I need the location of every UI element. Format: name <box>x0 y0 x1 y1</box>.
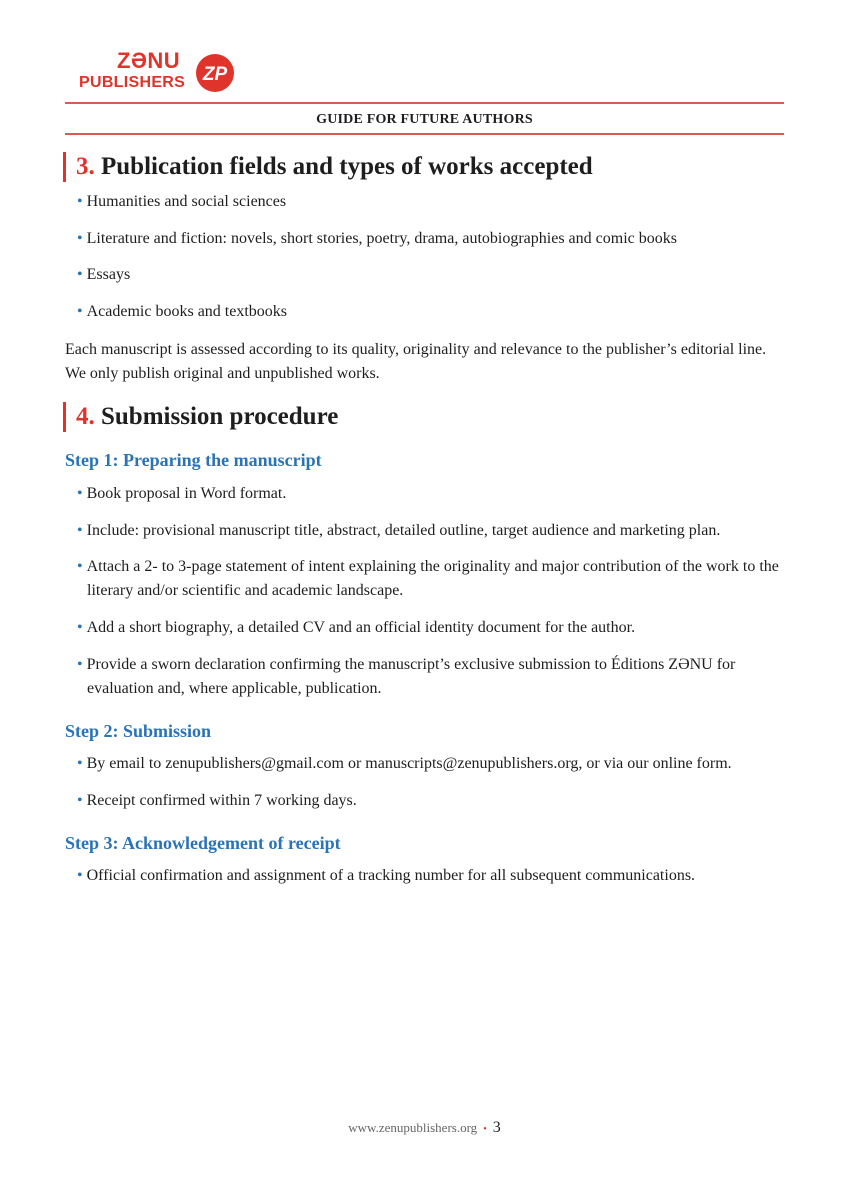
bullet-icon: • <box>77 230 83 247</box>
page-footer <box>0 1119 849 1139</box>
logo-name-line2: PUBLISHERS <box>79 74 186 91</box>
logo-mark-letters: ZP <box>202 64 228 85</box>
bullet-icon: • <box>77 867 83 884</box>
list-item <box>71 190 783 214</box>
list-item <box>71 752 783 776</box>
list-item <box>71 519 783 543</box>
bullet-icon: • <box>77 485 83 502</box>
list-item <box>71 653 783 701</box>
logo-mark-icon <box>195 53 235 93</box>
logo-name-line1: ZƏNU <box>117 48 181 73</box>
list-item <box>71 300 783 324</box>
list-item <box>71 616 783 640</box>
list-item <box>71 555 783 603</box>
list-item-text: Official confirmation and assignment of a tracking number for all subsequent communications. <box>86 867 696 884</box>
list-item-text: Add a short biography, a detailed CV and an official identity document for the author. <box>86 619 636 636</box>
bullet-icon: • <box>77 792 83 809</box>
list-item <box>71 227 783 251</box>
section-3-number: 3. <box>76 153 95 180</box>
section-3-paragraph: Each manuscript is assessed according to its quality, originality and relevance to the publisher’s editorial line. We only publish original and unpublished works. <box>65 341 767 382</box>
section-4-title: Submission procedure <box>101 403 339 430</box>
list-item-text: Receipt confirmed within 7 working days. <box>86 792 357 809</box>
section-4-number: 4. <box>76 403 95 430</box>
step-1-heading: Step 1: Preparing the manuscript <box>65 450 322 470</box>
page-number: 3 <box>492 1119 501 1136</box>
footer-website: www.zenupublishers.org <box>348 1120 478 1135</box>
list-item <box>71 263 783 287</box>
list-item-text: Humanities and social sciences <box>86 193 287 210</box>
section-4-heading <box>63 402 338 432</box>
bullet-icon: • <box>77 656 83 673</box>
list-item <box>71 789 783 813</box>
list-item <box>71 864 783 888</box>
list-item-text: Essays <box>86 266 131 283</box>
bullet-icon: • <box>77 755 83 772</box>
bullet-icon: • <box>77 619 83 636</box>
list-item-text: Academic books and textbooks <box>86 303 288 320</box>
bullet-icon: • <box>77 266 83 283</box>
section-3-heading <box>63 152 593 182</box>
step-2-heading: Step 2: Submission <box>65 721 212 741</box>
list-item-text: By email to zenupublishers@gmail.com or manuscripts@zenupublishers.org, or via our online form. <box>86 755 732 772</box>
bullet-icon: • <box>77 558 83 575</box>
section-3-title: Publication fields and types of works accepted <box>101 153 593 180</box>
publisher-logo <box>79 49 239 95</box>
list-item-text: Book proposal in Word format. <box>86 485 287 502</box>
header-bottom-rule <box>65 133 784 135</box>
footer-separator-icon: • <box>483 1124 487 1135</box>
list-item-text: Literature and fiction: novels, short stories, poetry, drama, autobiographies and comic books <box>86 230 677 247</box>
bullet-icon: • <box>77 193 83 210</box>
list-item <box>71 482 783 506</box>
step-3-heading: Step 3: Acknowledgement of receipt <box>65 833 341 853</box>
list-item-text: Include: provisional manuscript title, abstract, detailed outline, target audience and marketing plan. <box>86 522 721 539</box>
bullet-icon: • <box>77 522 83 539</box>
bullet-icon: • <box>77 303 83 320</box>
header-top-rule <box>65 102 784 104</box>
document-header-title: GUIDE FOR FUTURE AUTHORS <box>316 112 533 127</box>
list-item-text: Attach a 2- to 3-page statement of intent explaining the originality and major contribution of the work to the literary and/or scientific and academic landscape. <box>86 558 779 599</box>
list-item-text: Provide a sworn declaration confirming the manuscript’s exclusive submission to Éditions ZƏNU for evaluation and, where applicable, publication. <box>86 656 736 697</box>
